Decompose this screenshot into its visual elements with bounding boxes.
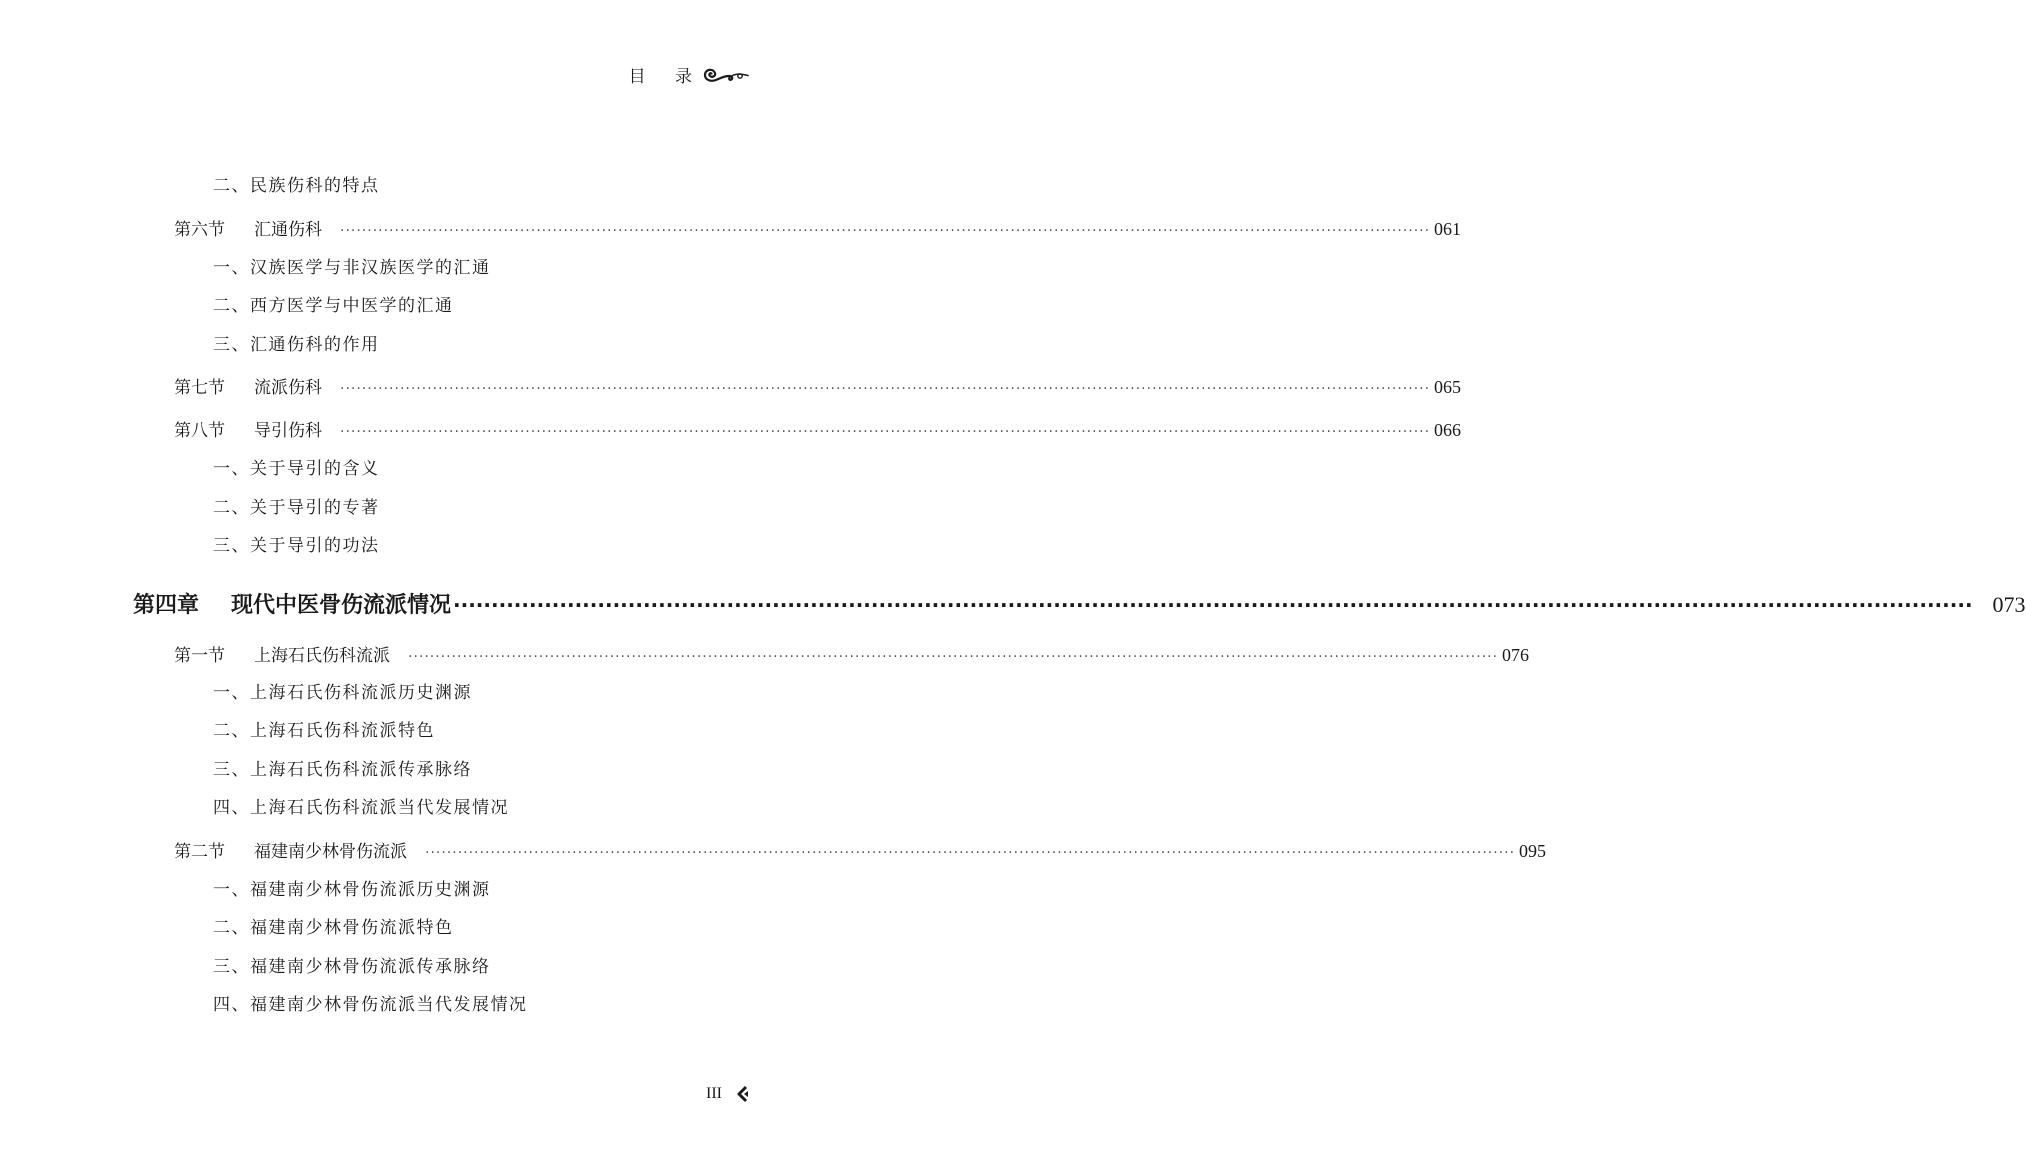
toc-section <box>174 645 1530 666</box>
dot-leader: ········································································································································································································ <box>408 649 1499 665</box>
page-ref: 076 <box>1502 645 1530 665</box>
section-number: 第二节 <box>174 842 225 862</box>
toc-item: 二、福建南少林骨伤流派特色 <box>213 918 454 938</box>
toc-section <box>174 841 1547 862</box>
section-number: 第六节 <box>174 220 225 240</box>
section-title: 福建南少林骨伤流派 <box>254 842 407 862</box>
page-ref: 073 <box>1992 592 2026 617</box>
toc-item: 三、上海石氏伤科流派传承脉络 <box>213 760 472 780</box>
toc-item: 二、上海石氏伤科流派特色 <box>213 721 435 741</box>
section-title: 汇通伤科 <box>254 220 322 240</box>
page-ref: 095 <box>1519 841 1547 861</box>
toc-item: 一、上海石氏伤科流派历史渊源 <box>213 683 472 703</box>
section-title: 流派伤科 <box>254 378 322 398</box>
section-number: 第八节 <box>174 421 225 441</box>
toc-section <box>174 420 1462 441</box>
toc-item: 三、汇通伤科的作用 <box>213 335 380 355</box>
page-ref: 066 <box>1434 420 1462 440</box>
page-ref: 061 <box>1434 219 1462 239</box>
page-number: III <box>706 1085 722 1102</box>
toc-item: 一、福建南少林骨伤流派历史渊源 <box>213 880 491 900</box>
page-ref: 065 <box>1434 377 1462 397</box>
chapter-number: 第四章 <box>133 593 200 618</box>
toc-section <box>174 219 1462 240</box>
dot-leader: ········································································································································································································ <box>340 223 1431 239</box>
dot-leader: ········································································································································································································ <box>340 381 1431 397</box>
toc-item: 一、关于导引的含义 <box>213 459 380 479</box>
section-title: 导引伤科 <box>254 421 322 441</box>
section-number: 第七节 <box>174 378 225 398</box>
toc-section <box>174 377 1462 398</box>
scroll-cloud-icon <box>702 65 750 85</box>
toc-item: 三、关于导引的功法 <box>213 536 380 556</box>
toc-item: 二、关于导引的专著 <box>213 498 380 518</box>
dot-leader: ········································································································································································································ <box>453 593 1973 617</box>
toc-item: 三、福建南少林骨伤流派传承脉络 <box>213 957 491 977</box>
chapter-title: 现代中医骨伤流派情况 <box>231 593 452 618</box>
toc-item: 二、民族伤科的特点 <box>213 176 380 196</box>
section-title: 上海石氏伤科流派 <box>254 646 390 666</box>
toc-chapter <box>133 592 2026 618</box>
page-footer <box>706 1085 748 1103</box>
header-title: 目 录 <box>628 67 704 87</box>
dot-leader: ········································································································································································································ <box>425 845 1516 861</box>
section-number: 第一节 <box>174 646 225 666</box>
dot-leader: ········································································································································································································ <box>340 424 1431 440</box>
toc-item: 四、福建南少林骨伤流派当代发展情况 <box>213 995 528 1015</box>
page-header <box>629 62 750 87</box>
page-corner-mark-icon <box>736 1085 748 1103</box>
toc-item: 四、上海石氏伤科流派当代发展情况 <box>213 798 509 818</box>
toc-item: 二、西方医学与中医学的汇通 <box>213 296 454 316</box>
toc-item: 一、汉族医学与非汉族医学的汇通 <box>213 258 491 278</box>
